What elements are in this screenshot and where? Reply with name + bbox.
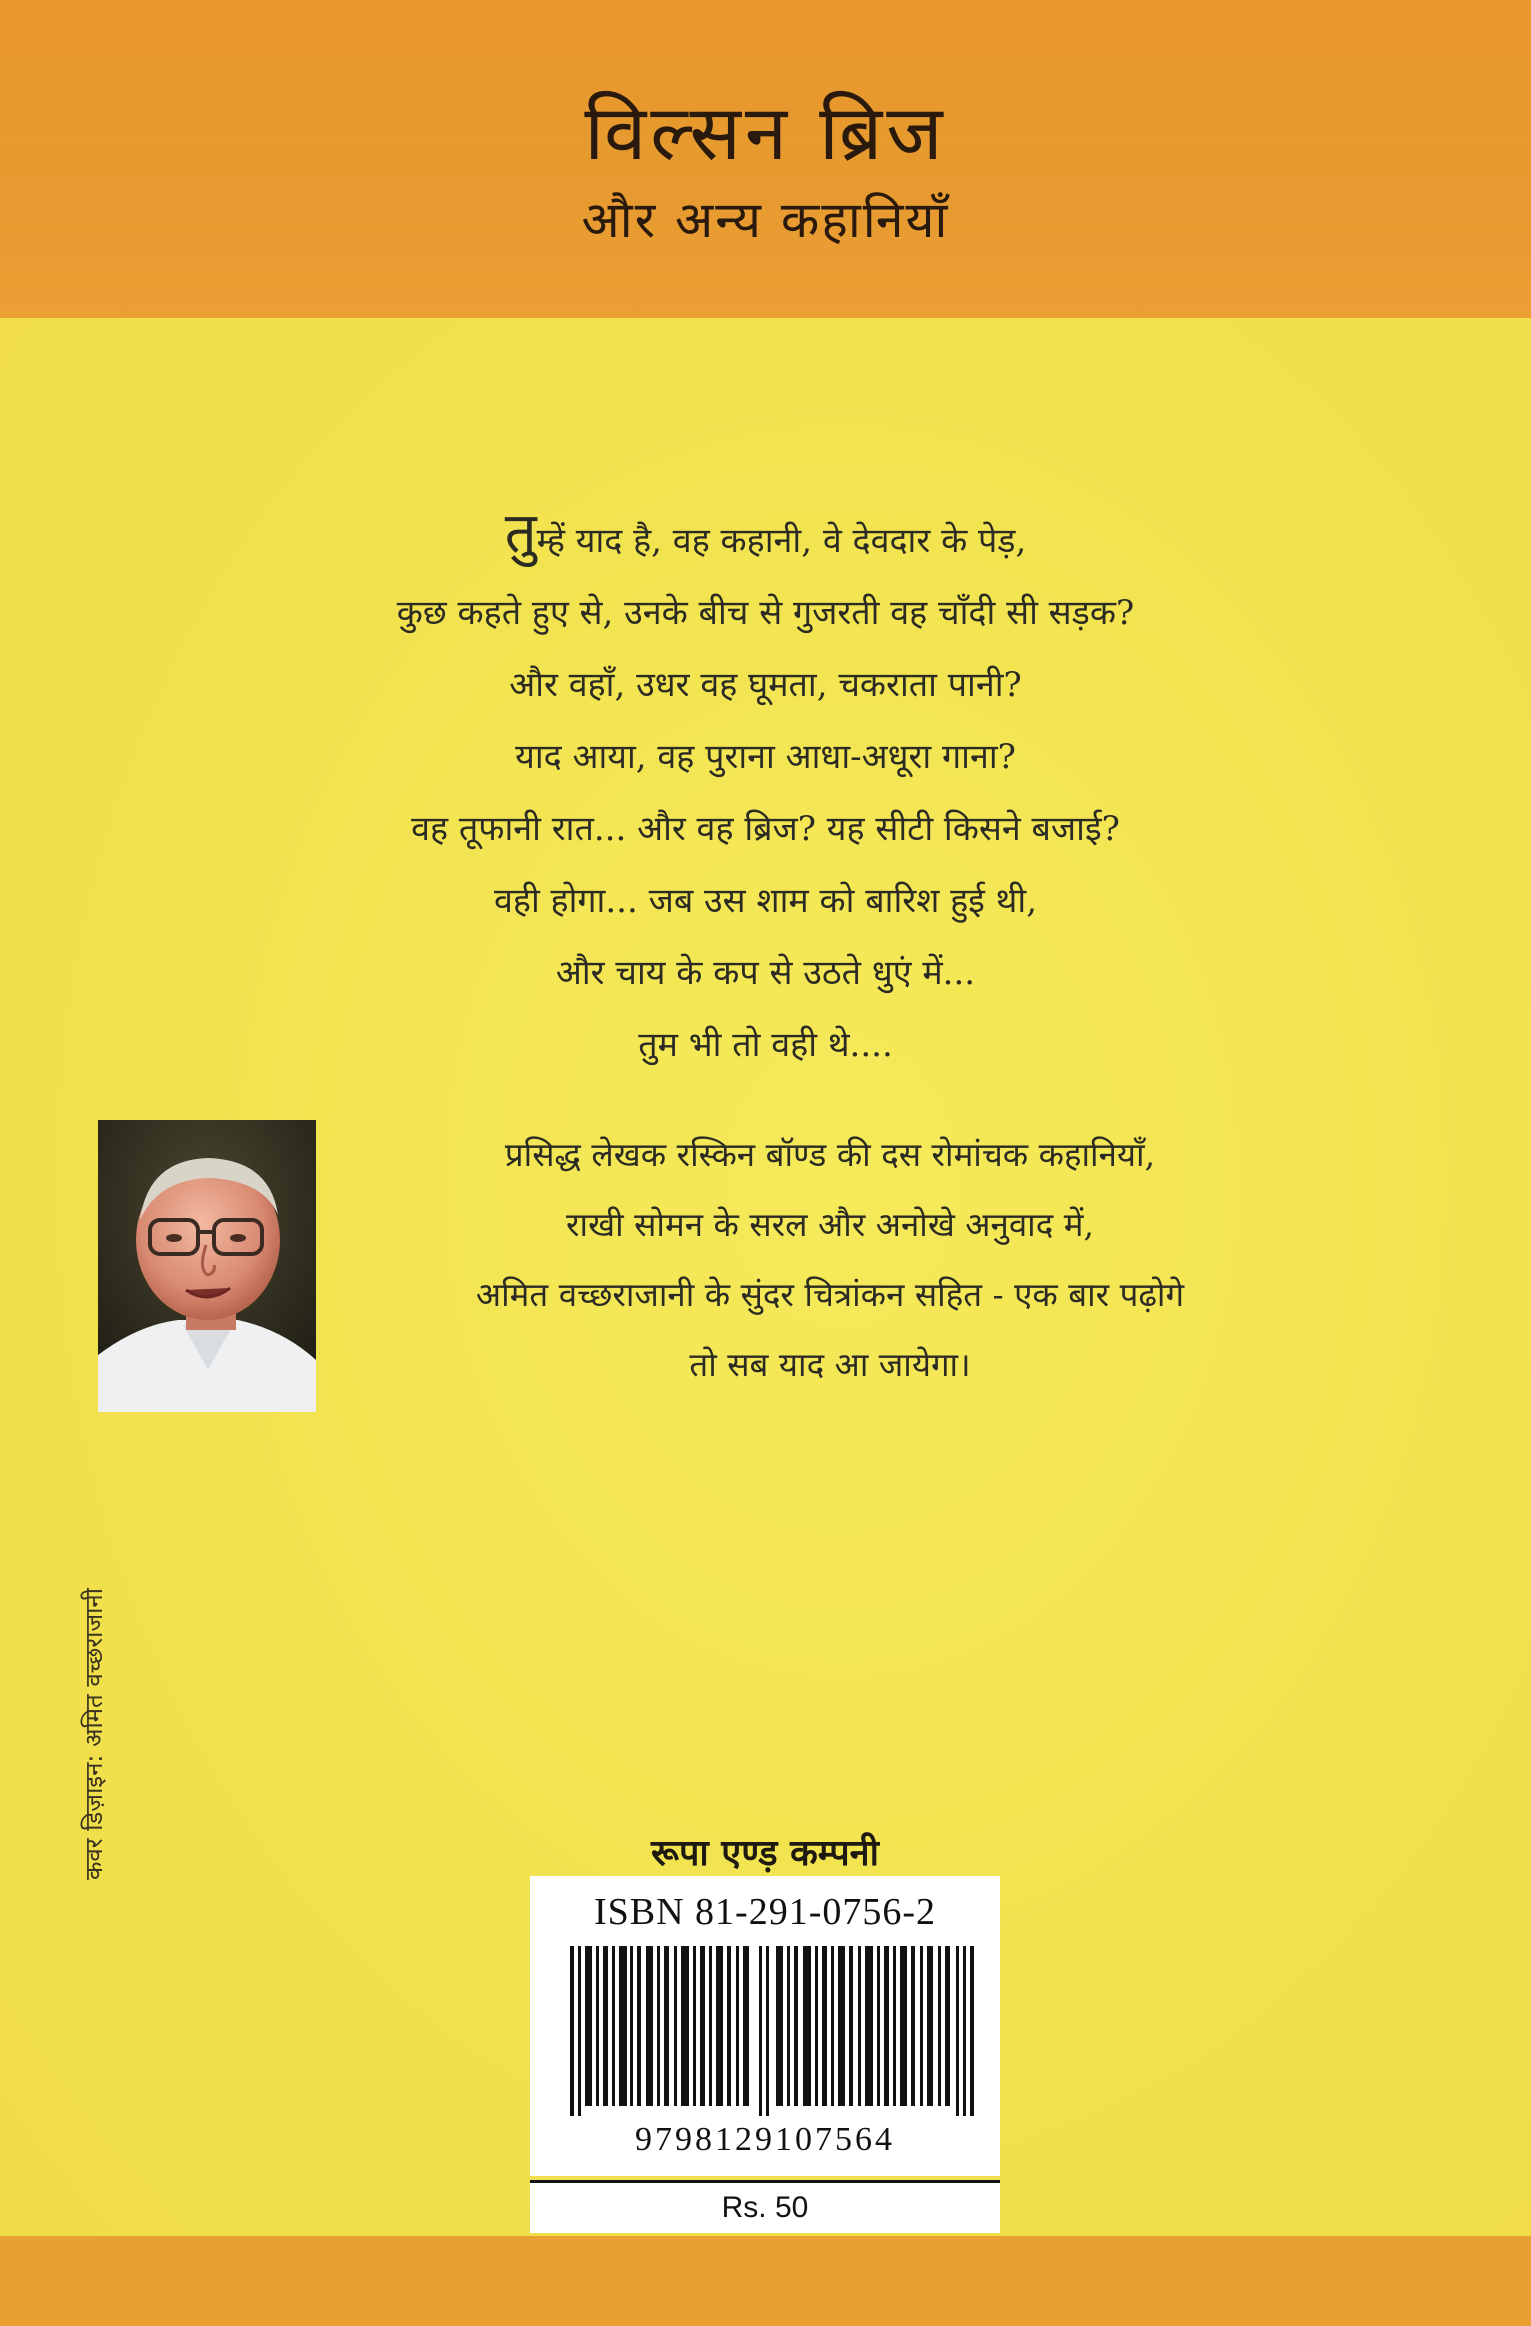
book-title: विल्सन ब्रिज: [584, 88, 947, 177]
author-photo: [98, 1120, 316, 1412]
poem-line: याद आया, वह पुराना आधा-अधूरा गाना?: [515, 737, 1016, 777]
barcode-digits: 9798129107564: [635, 2121, 895, 2158]
bottom-band: [0, 2236, 1531, 2326]
blurb-line: प्रसिद्ध लेखक रस्किन बॉण्ड की दस रोमांचक कहानियाँ,: [504, 1135, 1156, 1174]
poem-dropcap: तु: [504, 501, 537, 566]
barcode-bars: [570, 1946, 980, 2116]
cover-design-credit: कवर डिज़ाइन: अमित वच्छराजानी: [80, 1588, 108, 1880]
publisher-name: रूपा एण्ड़ कम्पनी: [651, 1833, 879, 1874]
poem-line: और वहाँ, उधर वह घूमता, चकराता पानी?: [509, 665, 1022, 705]
poem-line: [200, 501, 1331, 577]
barcode-label: [530, 1876, 1000, 2176]
poem-line: और चाय के कप से उठते धुएं में...: [555, 953, 976, 993]
poem-first-line-rest: म्हें याद है, वह कहानी, वे देवदार के पेड़,: [536, 521, 1027, 561]
poem-line: कुछ कहते हुए से, उनके बीच से गुजरती वह चाँदी सी सड़क?: [396, 593, 1135, 633]
poem-line: तुम भी तो वही थे....: [638, 1025, 893, 1065]
author-portrait-image: [98, 1120, 316, 1412]
price-label: [530, 2180, 1000, 2233]
blurb: [330, 1120, 1330, 1400]
book-subtitle: और अन्य कहानियाँ: [581, 191, 950, 249]
blurb-line: अमित वच्छराजानी के सुंदर चित्रांकन सहित - एक बार पढ़ोगे: [475, 1275, 1185, 1314]
poem-line: वह तूफानी रात... और वह ब्रिज? यह सीटी किसने बजाई?: [411, 809, 1120, 849]
poem-line: वही होगा... जब उस शाम को बारिश हुई थी,: [493, 881, 1038, 921]
blurb-line: राखी सोमन के सरल और अनोखे अनुवाद में,: [566, 1205, 1094, 1244]
poem: [200, 501, 1331, 1081]
title-band: [0, 0, 1531, 318]
isbn-text: ISBN 81-291-0756-2: [593, 1891, 937, 1933]
blurb-line: तो सब याद आ जायेगा।: [689, 1345, 971, 1384]
price-text: Rs. 50: [721, 2191, 809, 2224]
